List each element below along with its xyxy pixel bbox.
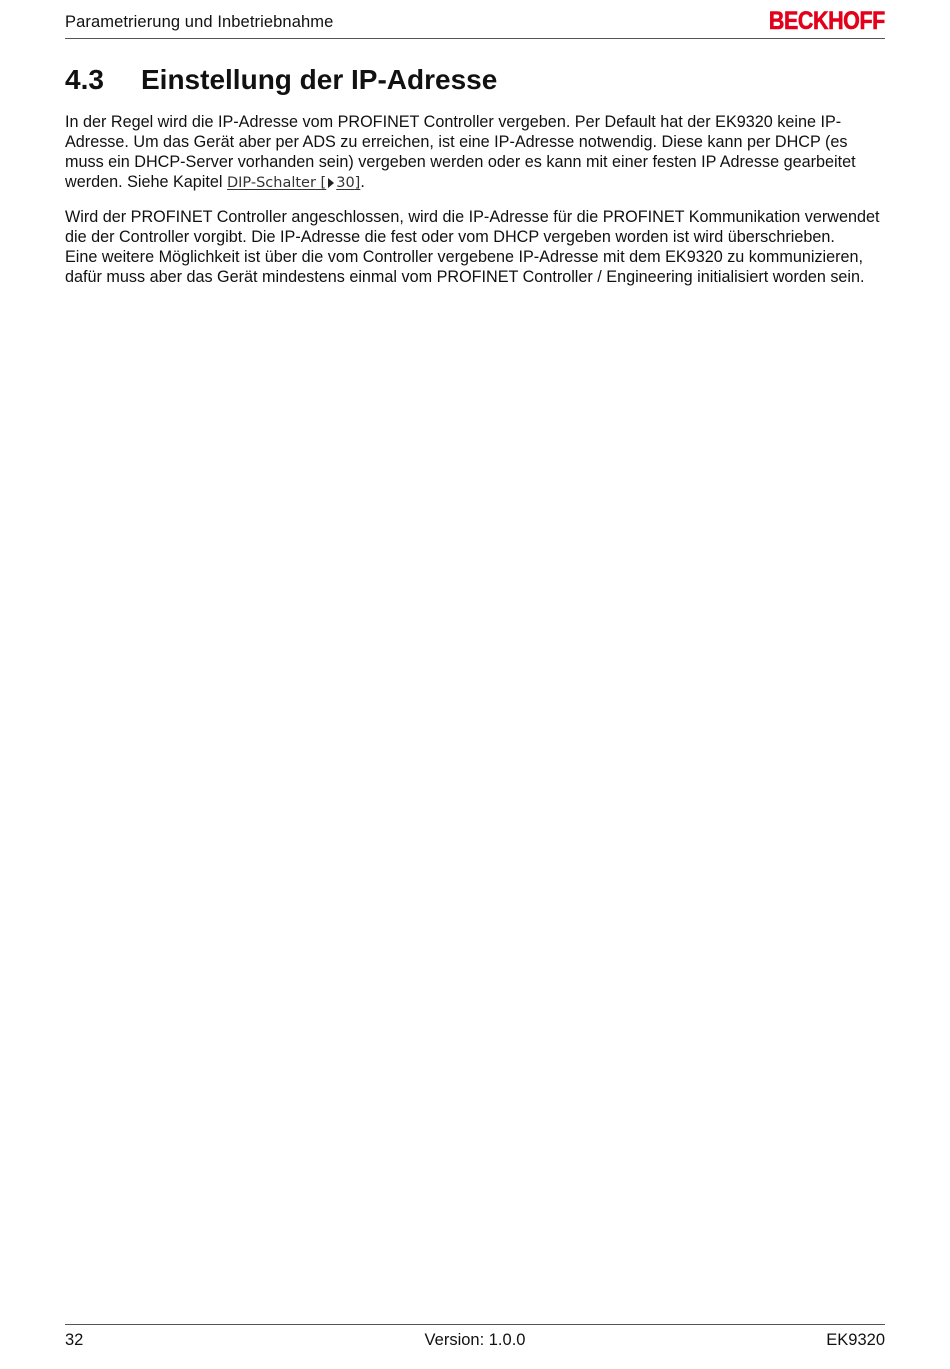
page-footer [65,1324,885,1355]
link-page-number: 30 [336,175,355,191]
paragraph-1-end: . [360,173,365,191]
paragraph-2: Wird der PROFINET Controller angeschlossen, wird die IP-Adresse für die PROFINET Kommunikation verwendet die der Controller vorgibt. Die IP-Adresse die fest oder vom DHCP vergeben worden ist wird überschrieben. [65,208,880,246]
dip-switch-link-label: DIP-Schalter [226,175,316,191]
section-heading [65,64,497,96]
footer-page-number: 32 [65,1331,84,1349]
section-title: Einstellung der IP-Adresse [141,64,498,95]
paragraph-3: Eine weitere Möglichkeit ist über die vom Controller vergebene IP-Adresse mit dem EK9320 zu kommunizieren, dafür muss aber das Gerät mindestens einmal vom PROFINET Controller / Engineering initialisiert worden sein. [65,248,865,286]
beckhoff-logo: BECKHOFF [768,7,885,35]
page-header [65,0,885,39]
header-title: Parametrierung und Inbetriebnahme [65,13,334,31]
page-arrow-icon [328,178,334,188]
dip-switch-link[interactable] [227,175,360,191]
content-body [65,112,887,301]
footer-product: EK9320 [826,1331,885,1349]
footer-version: Version: 1.0.0 [424,1331,526,1349]
link-bracket-open: [ [320,175,327,191]
paragraph-1 [65,112,887,193]
paragraph-1-text: In der Regel wird die IP-Adresse vom PROFINET Controller vergeben. Per Default hat der EK9320 keine IP-Adresse. Um das Gerät aber per ADS zu erreichen, ist eine IP-Adresse notwendig. Diese kann per DHCP (es muss ein DHCP-Server vorhanden sein) vergeben werden oder es kann mit einer festen IP Adresse gearbeitet werden. Siehe Kapitel [65,113,856,191]
section-number: 4.3 [65,64,104,95]
link-bracket-close: ] [354,175,361,191]
